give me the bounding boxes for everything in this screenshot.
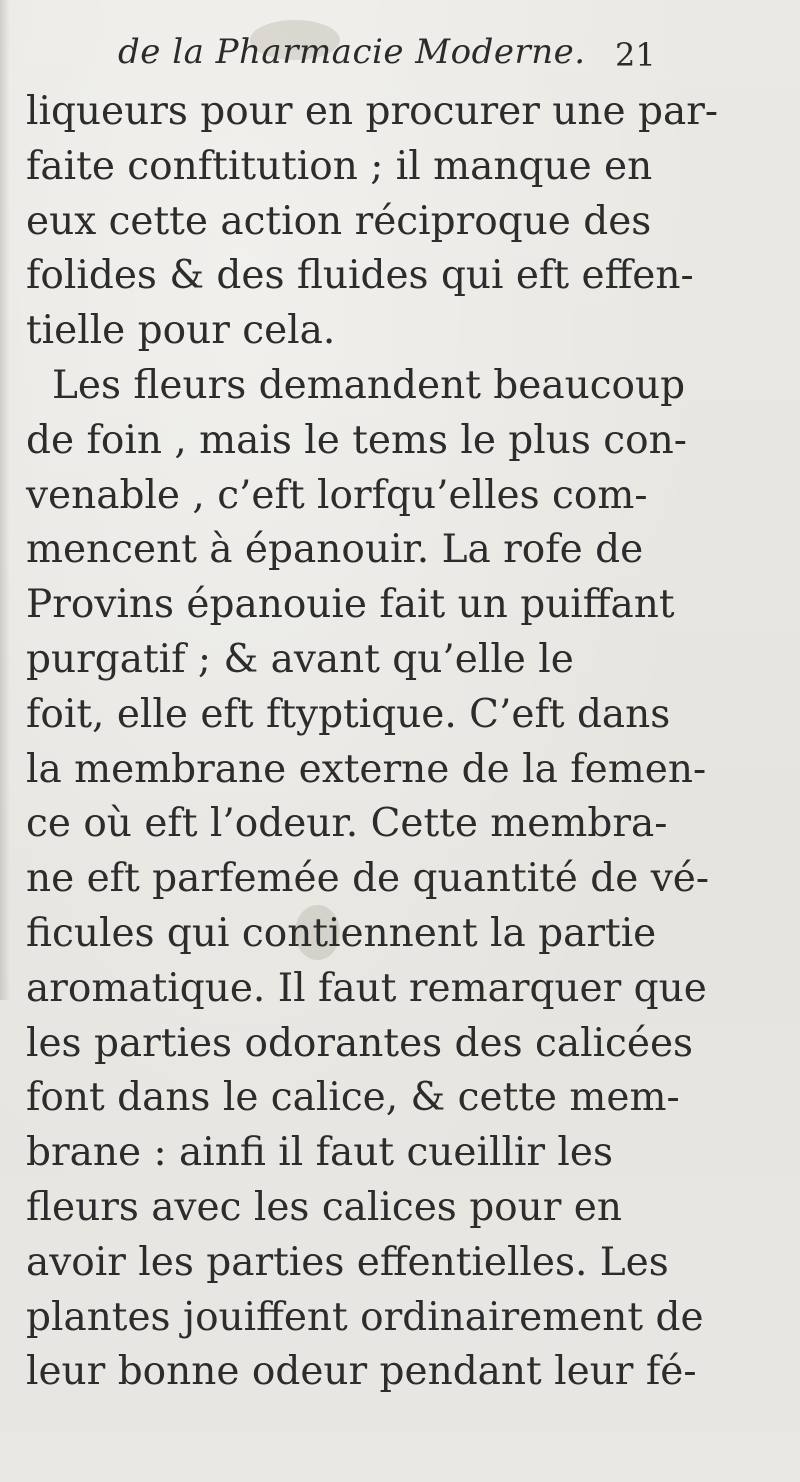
text-line: tielle pour cela. [26, 308, 336, 353]
text-line: ce où eft l’odeur. Cette membra- [26, 801, 668, 846]
text-line: la membrane externe de la femen- [26, 747, 707, 792]
text-line: eux cette action réciproque des [26, 199, 652, 244]
text-line: venable , c’eft lorfqu’elles com- [26, 473, 648, 518]
text-line: aromatique. Il faut remarquer que [26, 966, 707, 1011]
text-line: les parties odorantes des calicées [26, 1021, 694, 1066]
text-line: ne eft parfemée de quantité de vé- [26, 856, 710, 901]
text-line: ficules qui contiennent la partie [26, 911, 657, 956]
page-number: 21 [615, 36, 656, 74]
text-line: avoir les parties effentielles. Les [26, 1240, 669, 1285]
text-line: mencent à épanouir. La rofe de [26, 527, 644, 572]
page-gutter-shadow [0, 0, 10, 1000]
text-line: brane : ainfi il faut cueillir les [26, 1130, 613, 1175]
text-line: folides & des fluides qui eft effen- [26, 253, 694, 298]
text-line: leur bonne odeur pendant leur fé- [26, 1349, 697, 1394]
page-header [0, 32, 800, 88]
text-line: plantes jouiffent ordinairement de [26, 1295, 704, 1340]
text-line: de foin , mais le tems le plus con- [26, 418, 687, 463]
text-line: Provins épanouie fait un puiffant [26, 582, 675, 627]
text-line: foit, elle eft ftyptique. C’eft dans [26, 692, 671, 737]
running-title: de la Pharmacie Moderne. [118, 32, 586, 72]
text-line: faite conftitution ; il manque en [26, 144, 653, 189]
text-line: Les fleurs demandent beaucoup [52, 363, 686, 408]
text-line: purgatif ; & avant qu’elle le [26, 637, 574, 682]
text-line: liqueurs pour en procurer une par- [26, 89, 719, 134]
text-line: font dans le calice, & cette mem- [26, 1075, 680, 1120]
text-line: fleurs avec les calices pour en [26, 1185, 623, 1230]
